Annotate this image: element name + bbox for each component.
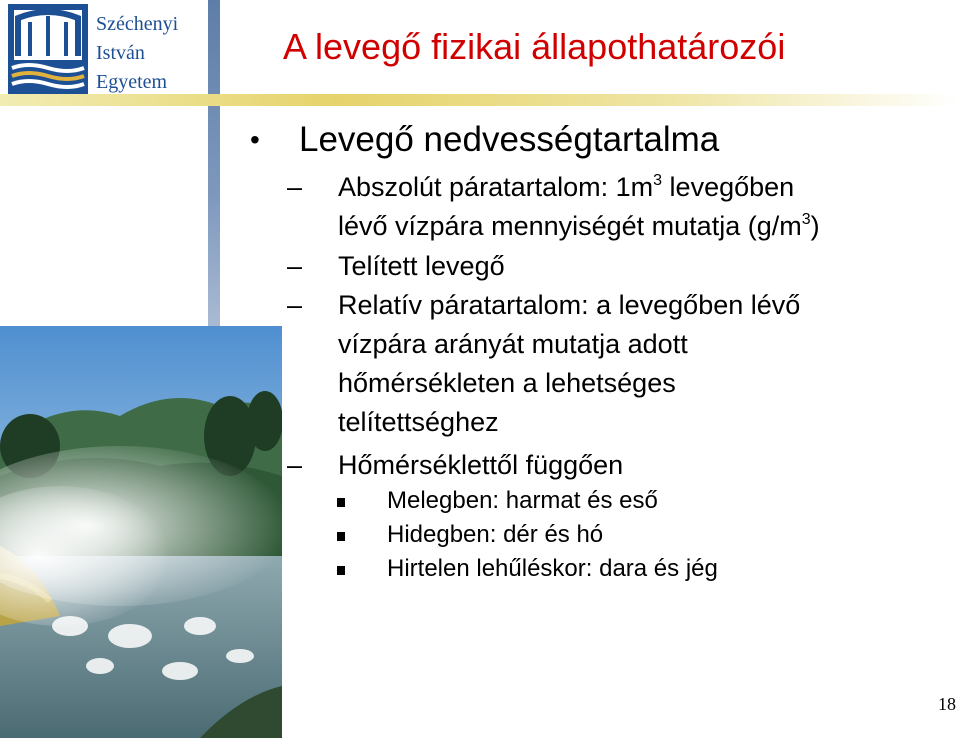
subitem-sudden-cooling-text: Hirtelen lehűléskor: dara és jég	[387, 555, 718, 582]
slide-title: A levegő fizikai állapothatározói	[283, 26, 786, 67]
bullet-humidity-text: Levegő nedvességtartalma	[299, 120, 720, 159]
abs-text-d: )	[810, 211, 820, 241]
subitem-warm-text: Melegben: harmat és eső	[387, 487, 658, 514]
logo-line-1: Széchenyi	[96, 13, 179, 35]
dash-marker: –	[287, 450, 303, 480]
dash-marker: –	[287, 251, 303, 281]
item-temperature-text: Hőmérséklettől függően	[338, 450, 624, 480]
rel-line-4: telítettséghez	[338, 407, 499, 437]
item-saturated-air-text: Telített levegő	[338, 251, 505, 281]
item-absolute-humidity-text	[338, 168, 938, 246]
horizontal-divider	[0, 94, 960, 106]
square-bullet-icon	[337, 498, 345, 507]
rel-line-3: hőmérsékleten a lehetséges	[338, 368, 676, 398]
square-bullet-icon	[337, 566, 345, 575]
misty-fountain-photo	[0, 326, 282, 738]
abs-text-a: Abszolút páratartalom: 1m	[338, 172, 654, 202]
subitem-cold-text: Hidegben: dér és hó	[387, 521, 604, 548]
university-logo	[8, 4, 208, 100]
item-relative-humidity-text	[338, 286, 938, 442]
rel-line-2: vízpára arányát mutatja adott	[338, 329, 688, 359]
logo-wordmark	[96, 10, 216, 97]
logo-line-3: Egyetem	[96, 71, 168, 93]
square-bullet-icon	[337, 532, 345, 541]
dash-marker: –	[287, 172, 303, 202]
bullet-icon: •	[250, 124, 260, 155]
abs-sup-1: 3	[653, 171, 663, 189]
abs-sup-2: 3	[801, 210, 811, 228]
university-logo-icon	[8, 4, 88, 94]
page-number: 18	[938, 694, 956, 714]
logo-line-2: István	[96, 42, 145, 64]
abs-text-b: levegőben	[662, 172, 795, 202]
vertical-divider	[208, 0, 220, 326]
dash-marker: –	[287, 290, 303, 320]
abs-text-c: lévő vízpára mennyiségét mutatja (g/m	[338, 211, 802, 241]
rel-line-1: Relatív páratartalom: a levegőben lévő	[338, 290, 801, 320]
